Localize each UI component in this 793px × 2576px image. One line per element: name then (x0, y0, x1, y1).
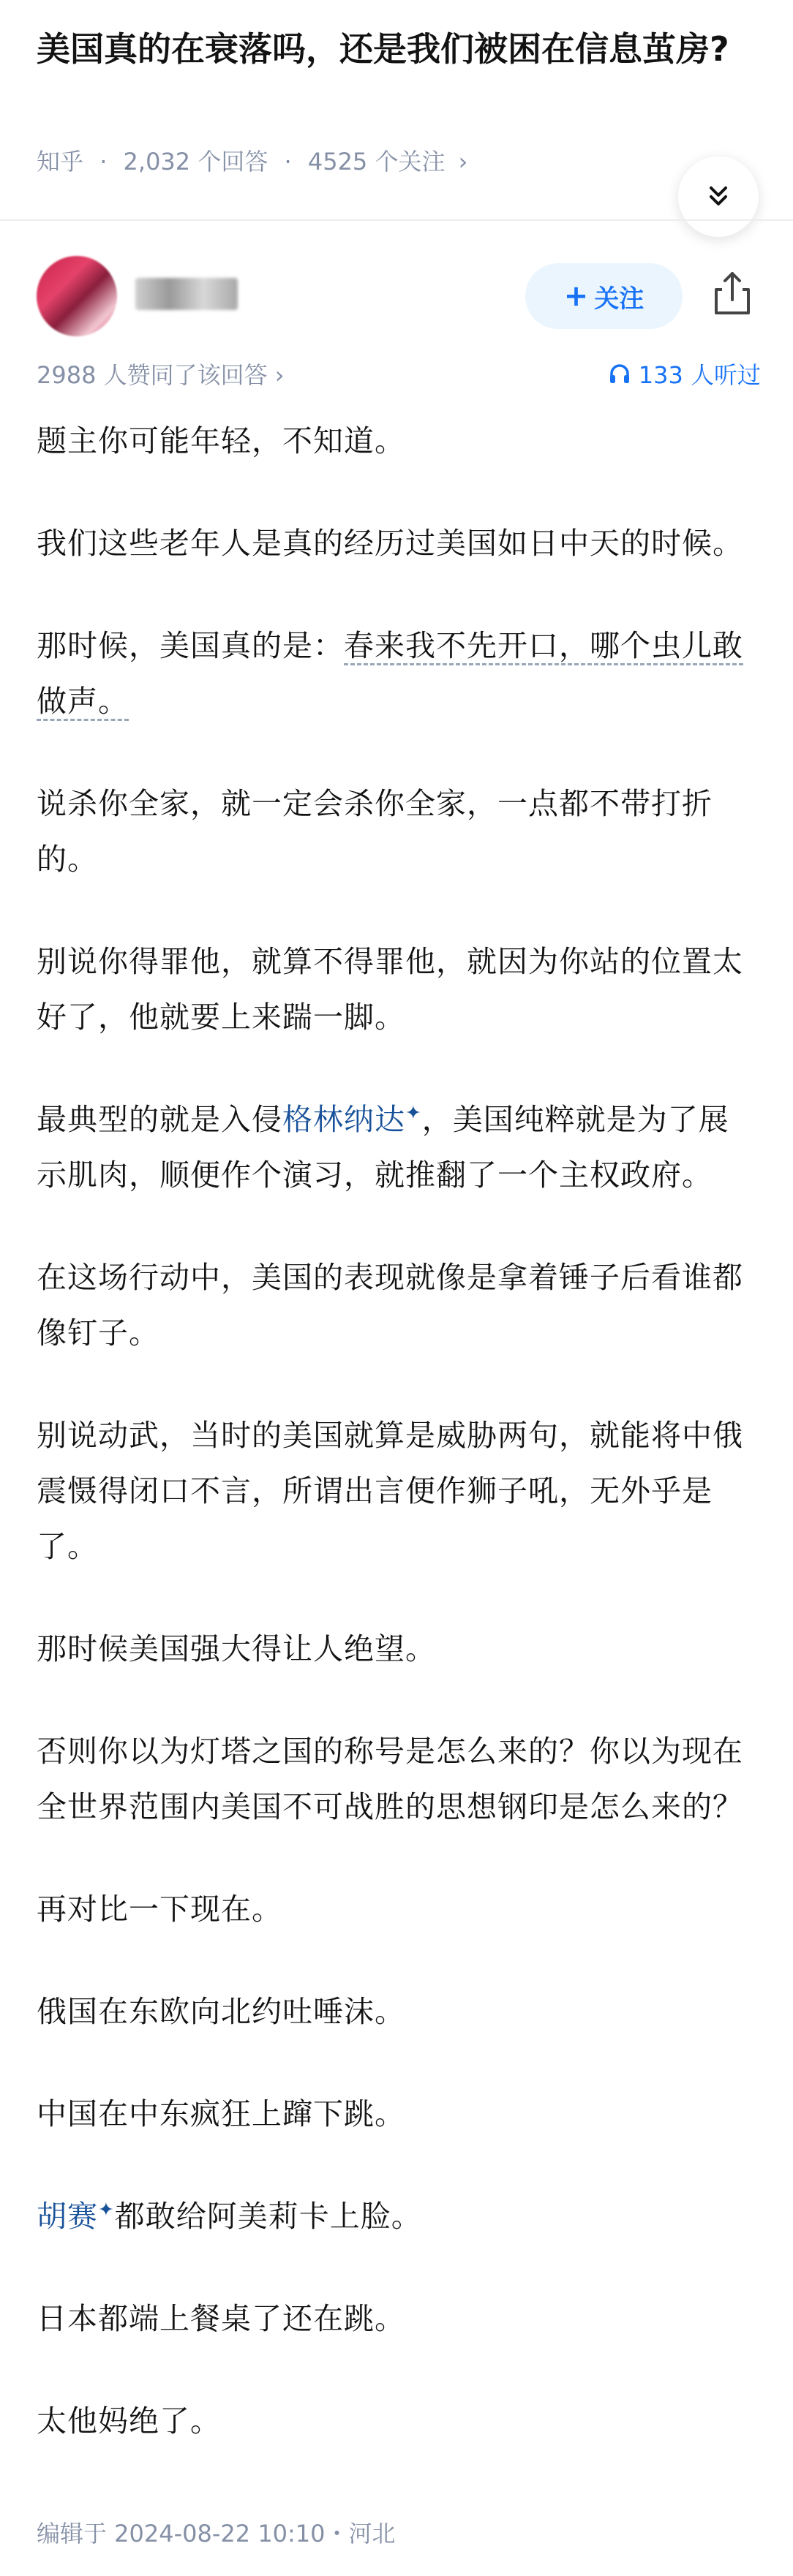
grenada-link[interactable]: 格林纳达 (282, 1102, 405, 1137)
answer-paragraph (37, 1092, 757, 1203)
follow-button[interactable] (525, 263, 683, 329)
answer-paragraph: 那时候美国强大得让人绝望。 (37, 1631, 436, 1666)
headphones-icon (608, 362, 631, 385)
paragraph-text: 那时候，美国真的是： (37, 628, 344, 663)
vote-row (37, 357, 761, 401)
header-divider (0, 219, 793, 221)
vote-count[interactable]: 2988 人赞同了该回答 › (37, 361, 285, 389)
meta-separator: · (284, 148, 292, 175)
author-name[interactable] (135, 278, 238, 310)
follower-count: 4525 个关注 (307, 148, 446, 175)
listen-count[interactable] (608, 357, 761, 390)
answer-paragraph: 题主你可能年轻，不知道。 (37, 423, 405, 458)
paragraph-text: 都敢给阿美莉卡上脸。 (114, 2199, 422, 2234)
answer-paragraph: 否则你以为灯塔之国的称号是怎么来的？你以为现在全世界范围内美国不可战胜的思想钢印是怎么来的？ (37, 1734, 743, 1824)
answer-paragraph (37, 618, 757, 729)
answer-paragraph: 日本都端上餐桌了还在跳。 (37, 2301, 405, 2336)
listen-text: 133 人听过 (638, 361, 761, 389)
chevron-double-down-icon (704, 182, 733, 211)
answer-count: 2,032 个回答 (123, 148, 268, 175)
answer-paragraph: 再对比一下现在。 (37, 1892, 282, 1927)
link-mark-icon: ✦ (98, 2199, 115, 2221)
answer-paragraph: 在这场行动中，美国的表现就像是拿着锤子后看谁都像钉子。 (37, 1260, 743, 1351)
answer-paragraph (37, 2188, 757, 2244)
answer-paragraph: 别说动武，当时的美国就算是威胁两句，就能将中俄震慑得闭口不言，所谓出言便作狮子吼，无外乎是了。 (37, 1418, 743, 1564)
question-meta[interactable] (37, 143, 467, 177)
answer-content (37, 413, 757, 2496)
paragraph-text: 最典型的就是入侵 (37, 1102, 282, 1137)
paragraph-text: ，美国纯粹就是为了展示肌肉，顺便作个演习，就推翻了一个主权政府。 (37, 1102, 729, 1193)
question-header (0, 0, 793, 219)
share-icon[interactable] (706, 268, 759, 320)
meta-chevron-icon: › (458, 148, 468, 175)
source-label: 知乎 (37, 148, 84, 175)
link-mark-icon: ✦ (405, 1102, 422, 1125)
author-row (0, 241, 793, 351)
answer-paragraph: 俄国在东欧向北约吐唾沫。 (37, 1994, 405, 2029)
meta-separator: · (99, 148, 108, 175)
follow-label: 关注 (594, 284, 644, 314)
answer-paragraph: 说杀你全家，就一定会杀你全家，一点都不带打折的。 (37, 786, 713, 877)
answer-paragraph: 太他妈绝了。 (37, 2403, 221, 2439)
answer-paragraph: 我们这些老年人是真的经历过美国如日中天的时候。 (37, 526, 743, 561)
avatar[interactable] (37, 256, 117, 336)
answer-paragraph: 中国在中东疯狂上蹿下跳。 (37, 2096, 405, 2131)
answer-paragraph: 别说你得罪他，就算不得罪他，就因为你站的位置太好了，他就要上来踹一脚。 (37, 944, 743, 1035)
plus-icon: + (563, 279, 589, 313)
houthi-link[interactable]: 胡赛 (37, 2199, 98, 2234)
edit-timestamp: 编辑于 2024-08-22 10:10・河北 (37, 2520, 396, 2547)
collapse-button[interactable] (678, 156, 759, 237)
question-title[interactable]: 美国真的在衰落吗，还是我们被困在信息茧房? (37, 29, 729, 69)
quote-annotation[interactable]: 春来我不先开口，哪个虫儿敢做声。 (37, 628, 743, 721)
